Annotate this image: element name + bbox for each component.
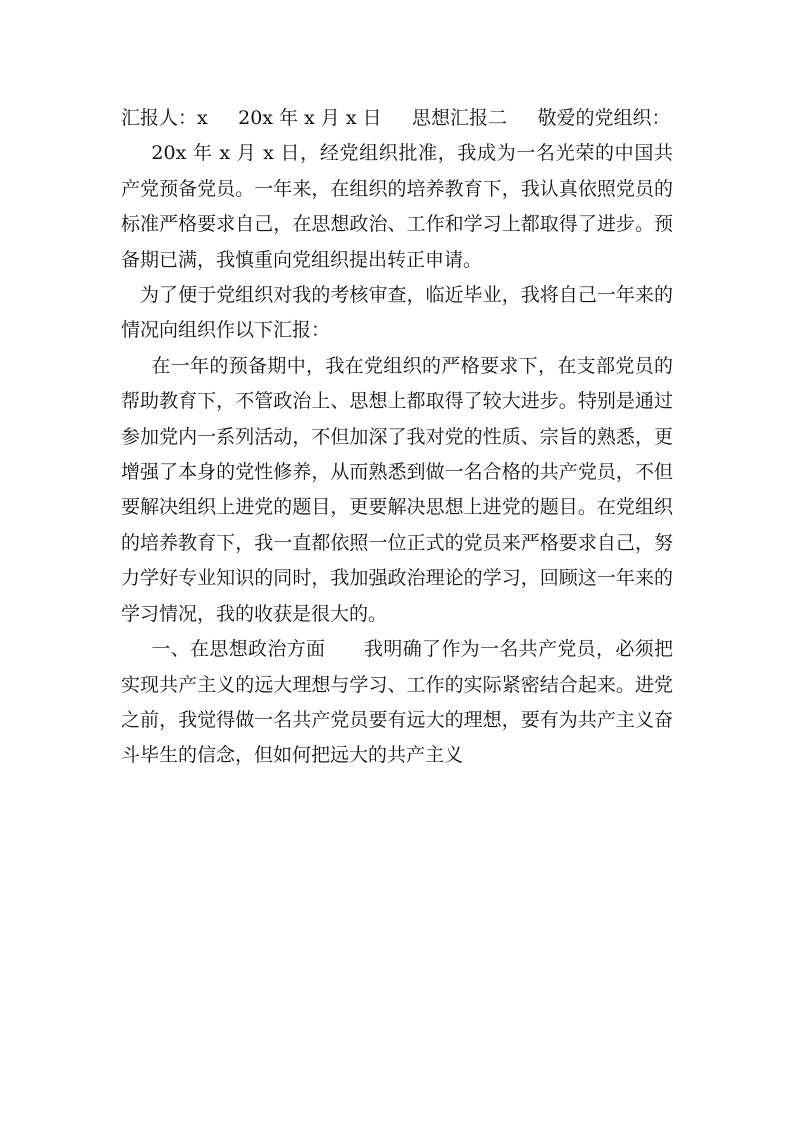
salutation: 敬爱的党组织：: [537, 107, 671, 129]
reporter-label: 汇报人：x: [121, 107, 208, 129]
report-date: 20x 年 x 月 x 日: [238, 107, 382, 129]
report-title: 思想汇报二: [412, 107, 508, 129]
paragraph-3: 在一年的预备期中，我在党组织的严格要求下，在支部党员的帮助教育下，不管政治上、思想上都取得了较大进步。特别是通过参加党内一系列活动，不但加深了我对党的性质、宗旨的熟悉，更增强了本身的党性修养，从而熟悉到做一名合格的共产党员，不但要解决组织上进党的题目，更要解决思想上进党的题目。在党组织的培养教育下，我一直都依照一位正式的党员来严格要求自己，努力学好专业知识的同时，我加强政治理论的学习，回顾这一年来的学习情况，我的收获是很大的。: [121, 354, 673, 625]
paragraph-2: 为了便于党组织对我的考核审查，临近毕业，我将自己一年来的情况向组织作以下汇报：: [121, 284, 673, 342]
header-paragraph: [121, 101, 673, 136]
paragraph-4: 一、在思想政治方面 我明确了作为一名共产党员，必须把实现共产主义的远大理想与学习、工作的实际紧密结合起来。进党之前，我觉得做一名共产党员要有远大的理想，要有为共产主义奋斗毕生的信念，但如何把远大的共产主义: [121, 638, 673, 767]
paragraph-1: 20x 年 x 月 x 日，经党组织批准，我成为一名光荣的中国共产党预备党员。一年来，在组织的培养教育下，我认真依照党员的标准严格要求自己，在思想政治、工作和学习上都取得了进步。预备期已满，我慎重向党组织提出转正申请。: [121, 142, 673, 271]
document-body: [121, 101, 673, 774]
